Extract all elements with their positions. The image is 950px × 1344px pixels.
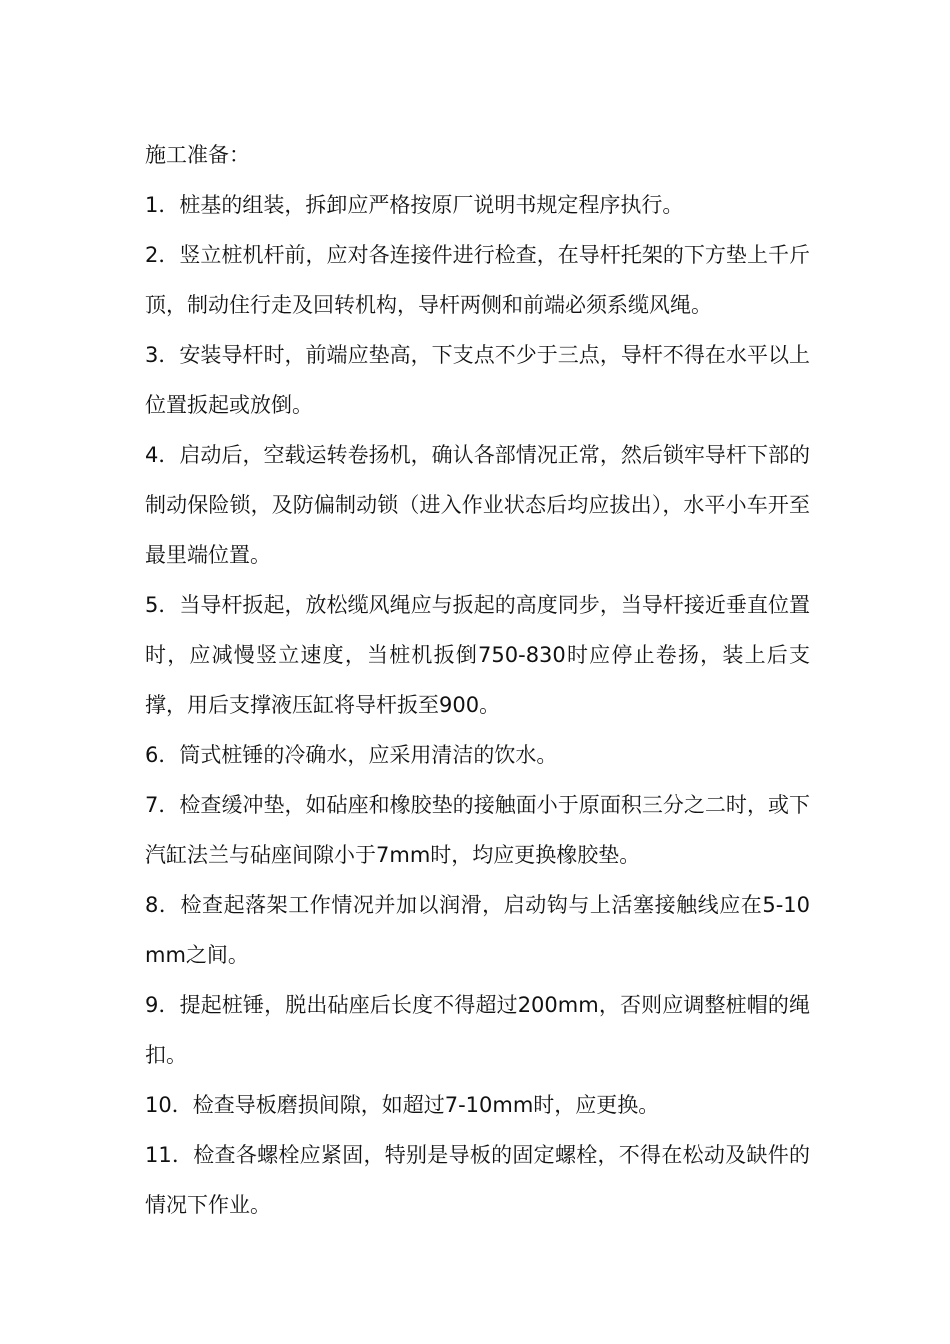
document-body [145, 130, 810, 1230]
list-item-9: 9．提起桩锤，脱出砧座后长度不得超过200mm，否则应调整桩帽的绳扣。 [145, 993, 810, 1067]
list-item-2: 2．竖立桩机杆前，应对各连接件进行检查，在导杆托架的下方垫上千斤顶，制动住行走及回转机构，导杆两侧和前端必须系缆风绳。 [145, 243, 810, 317]
section-heading: 施工准备： [145, 143, 250, 167]
list-item-8: 8．检查起落架工作情况并加以润滑，启动钩与上活塞接触线应在5-10mm之间。 [145, 893, 810, 967]
list-item-5: 5．当导杆扳起，放松缆风绳应与扳起的高度同步，当导杆接近垂直位置时，应减慢竖立速度，当桩机扳倒750-830时应停止卷扬，装上后支撑，用后支撑液压缸将导杆扳至900。 [145, 593, 810, 717]
list-item-10: 10．检查导板磨损间隙，如超过7-10mm时，应更换。 [145, 1093, 660, 1117]
list-item-3: 3．安装导杆时，前端应垫高，下支点不少于三点，导杆不得在水平以上位置扳起或放倒。 [145, 343, 810, 417]
list-item-11: 11．检查各螺栓应紧固，特别是导板的固定螺栓，不得在松动及缺件的情况下作业。 [145, 1143, 810, 1217]
list-item-4: 4．启动后，空载运转卷扬机，确认各部情况正常，然后锁牢导杆下部的制动保险锁，及防偏制动锁（进入作业状态后均应拔出），水平小车开至最里端位置。 [145, 443, 810, 567]
list-item-6: 6．筒式桩锤的冷确水，应采用清洁的饮水。 [145, 743, 558, 767]
list-item-7: 7．检查缓冲垫，如砧座和橡胶垫的接触面小于原面积三分之二时，或下汽缸法兰与砧座间隙小于7mm时，均应更换橡胶垫。 [145, 793, 810, 867]
list-item-1: 1．桩基的组装，拆卸应严格按原厂说明书规定程序执行。 [145, 193, 684, 217]
